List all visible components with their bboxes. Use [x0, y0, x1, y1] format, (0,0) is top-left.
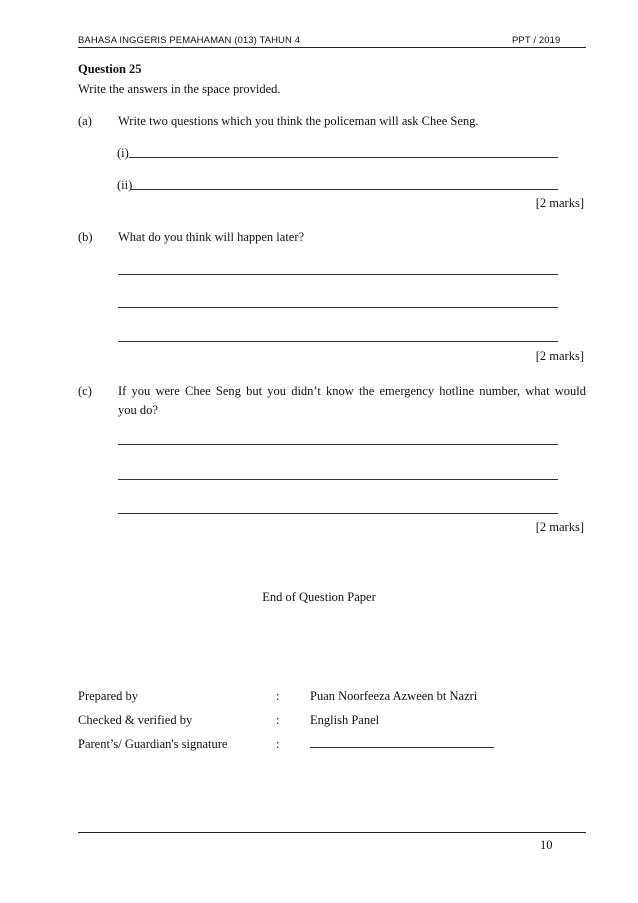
answer-line-b-2[interactable] [118, 307, 558, 308]
header-subject: BAHASA INGGERIS PEMAHAMAN (013) TAHUN 4 [78, 35, 301, 46]
page-number: 10 [540, 838, 553, 852]
part-a-text: Write two questions which you think the policeman will ask Chee Seng. [118, 114, 479, 128]
part-c-text-line1: If you were Chee Seng but you didn’t know the emergency hotline number, what would [118, 384, 586, 398]
part-a-label: (a) [78, 114, 92, 128]
end-of-paper: End of Question Paper [262, 590, 376, 604]
answer-line-b-3[interactable] [118, 341, 558, 342]
part-b-label: (b) [78, 230, 93, 244]
signature-line[interactable] [310, 747, 494, 748]
answer-line-a-i[interactable] [129, 157, 558, 158]
answer-line-b-1[interactable] [118, 274, 558, 275]
part-c-label: (c) [78, 384, 92, 398]
question-title: Question 25 [78, 62, 142, 76]
checked-by-value: English Panel [310, 713, 380, 727]
answer-line-c-1[interactable] [118, 444, 558, 445]
part-a-marks: [2 marks] [535, 196, 584, 210]
prepared-by-value: Puan Noorfeeza Azween bt Nazri [310, 689, 478, 703]
footer-divider [78, 832, 586, 833]
part-c-marks: [2 marks] [535, 520, 584, 534]
part-b-text: What do you think will happen later? [118, 230, 305, 244]
question-instruction: Write the answers in the space provided. [78, 82, 281, 96]
prepared-by-label: Prepared by [78, 689, 139, 703]
answer-line-c-3[interactable] [118, 513, 558, 514]
signature-label: Parent’s/ Guardian's signature [78, 737, 228, 751]
part-a-i-label: (i) [117, 146, 129, 160]
header-exam: PPT / 2019 [512, 35, 561, 46]
prepared-by-sep: : [276, 689, 280, 703]
part-c-text-line2: you do? [118, 403, 158, 417]
part-b-marks: [2 marks] [535, 349, 584, 363]
header-divider [78, 47, 586, 48]
answer-line-c-2[interactable] [118, 479, 558, 480]
checked-by-label: Checked & verified by [78, 713, 193, 727]
answer-line-a-ii[interactable] [131, 189, 558, 190]
checked-by-sep: : [276, 713, 280, 727]
part-a-ii-label: (ii) [117, 178, 133, 192]
signature-sep: : [276, 737, 280, 751]
